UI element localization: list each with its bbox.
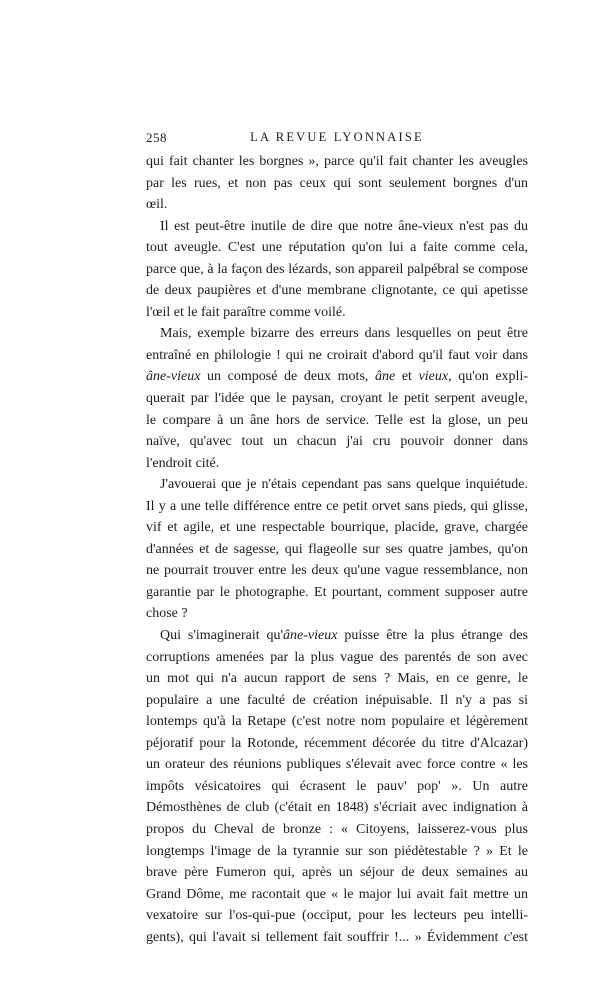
- text-line: [146, 625, 528, 647]
- text-line: [146, 366, 528, 388]
- text-line: J'avouerai que je n'étais cependant pas sans quelque inquiétude.: [160, 477, 528, 493]
- text-run: , qu'on expli-: [448, 369, 528, 385]
- text-line: qui fait chanter les borgnes », parce qu'il fait chanter les aveugles: [146, 154, 528, 169]
- text-line: Démosthènes de club (c'était en 1848) s'écriait avec indignation à: [146, 800, 528, 816]
- text-line: de deux paupières et d'une membrane clignotante, ce qui apetisse: [146, 283, 528, 299]
- text-line: d'années et de sagesse, qui flageolle sur ses quatre jambes, qu'on: [146, 541, 528, 557]
- text-line: l'endroit cité.: [146, 455, 220, 471]
- text-line: tout aveugle. C'est une réputation qu'on lui a faite comme cela,: [146, 240, 528, 256]
- text-line: œil.: [146, 197, 168, 213]
- running-title: LA REVUE LYONNAISE: [250, 130, 424, 144]
- text-line: gents), qui l'avait si tellement fait souffrir !... » Évidemment c'est: [146, 929, 528, 945]
- text-line: propos du Cheval de bronze : « Citoyens, laisserez-vous plus: [146, 821, 528, 837]
- text-line: Grand Dôme, me racontait que « le major lui avait fait mettre un: [146, 886, 528, 902]
- italic-term: âne-vieux: [283, 628, 338, 644]
- text-line: parce que, à la façon des lézards, son appareil palpébral se compose: [146, 261, 528, 277]
- text-line: garantie par le photographe. Et pourtant, comment supposer autre: [146, 584, 528, 600]
- italic-term: âne-vieux: [146, 369, 201, 385]
- text-line: un orateur des réunions publiques s'élevait avec force contre « les: [146, 757, 528, 773]
- text-line: corruptions amenées par la plus vague des parentés de son avec: [146, 649, 528, 665]
- text-run: Qui s'imaginerait qu': [160, 628, 284, 644]
- text-line: lontemps qu'à la Retape (c'est notre nom populaire et légèrement: [146, 714, 528, 730]
- italic-term: âne: [375, 369, 396, 385]
- body-text: [146, 151, 528, 948]
- text-run: et: [395, 369, 419, 385]
- text-line: péjoratif pour la Rotonde, récemment décorée du titre d'Alcazar): [146, 735, 528, 751]
- text-line: Il est peut-être inutile de dire que notre âne-vieux n'est pas du: [160, 218, 528, 234]
- text-line: impôts vésicatoires qui écrasent le pauv' pop' ». Un autre: [146, 778, 528, 794]
- text-line: longtemps l'image de la tyrannie sur son piédètestable ? » Et le: [146, 843, 528, 859]
- text-line: naïve, qu'avec tout un chacun j'ai cru pouvoir donner dans: [146, 434, 528, 450]
- page-number: 258: [146, 130, 167, 145]
- page-header: [146, 130, 528, 150]
- text-line: un mot qui n'a aucun rapport de sens ? Mais, en ce genre, le: [146, 671, 528, 687]
- italic-term: vieux: [418, 369, 449, 385]
- text-run: un composé de deux mots,: [200, 369, 376, 385]
- text-line: Mais, exemple bizarre des erreurs dans lesquelles on peut être: [160, 326, 528, 342]
- text-line: vexatoire sur l'os-qui-pue (occiput, pour les lecteurs peu intelli-: [146, 908, 528, 924]
- text-run: puisse être la plus étrange des: [337, 628, 528, 644]
- text-line: entraîné en philologie ! qui ne croirait d'abord qu'il faut voir dans: [146, 347, 528, 363]
- text-line: Il y a une telle différence entre ce petit orvet sans pieds, qui glisse,: [146, 498, 528, 514]
- text-line: le compare à un âne hors de service. Telle est la glose, un peu: [146, 412, 528, 428]
- text-line: ne pourrait trouver entre les deux qu'une vague ressemblance, non: [146, 563, 528, 579]
- text-line: vif et agile, et une respectable bourrique, placide, grave, chargée: [146, 520, 528, 536]
- text-line: querait par l'idée que le paysan, croyant le petit serpent aveugle,: [146, 391, 528, 407]
- text-line: brave père Fumeron qui, après un séjour de deux semaines au: [146, 865, 528, 881]
- text-line: par les rues, et non pas ceux qui sont seulement borgnes d'un: [146, 175, 528, 191]
- text-line: chose ?: [146, 606, 188, 622]
- text-line: populaire a une faculté de création inépuisable. Il n'y a pas si: [146, 692, 528, 708]
- text-line: l'œil et le fait paraître comme voilé.: [146, 304, 346, 320]
